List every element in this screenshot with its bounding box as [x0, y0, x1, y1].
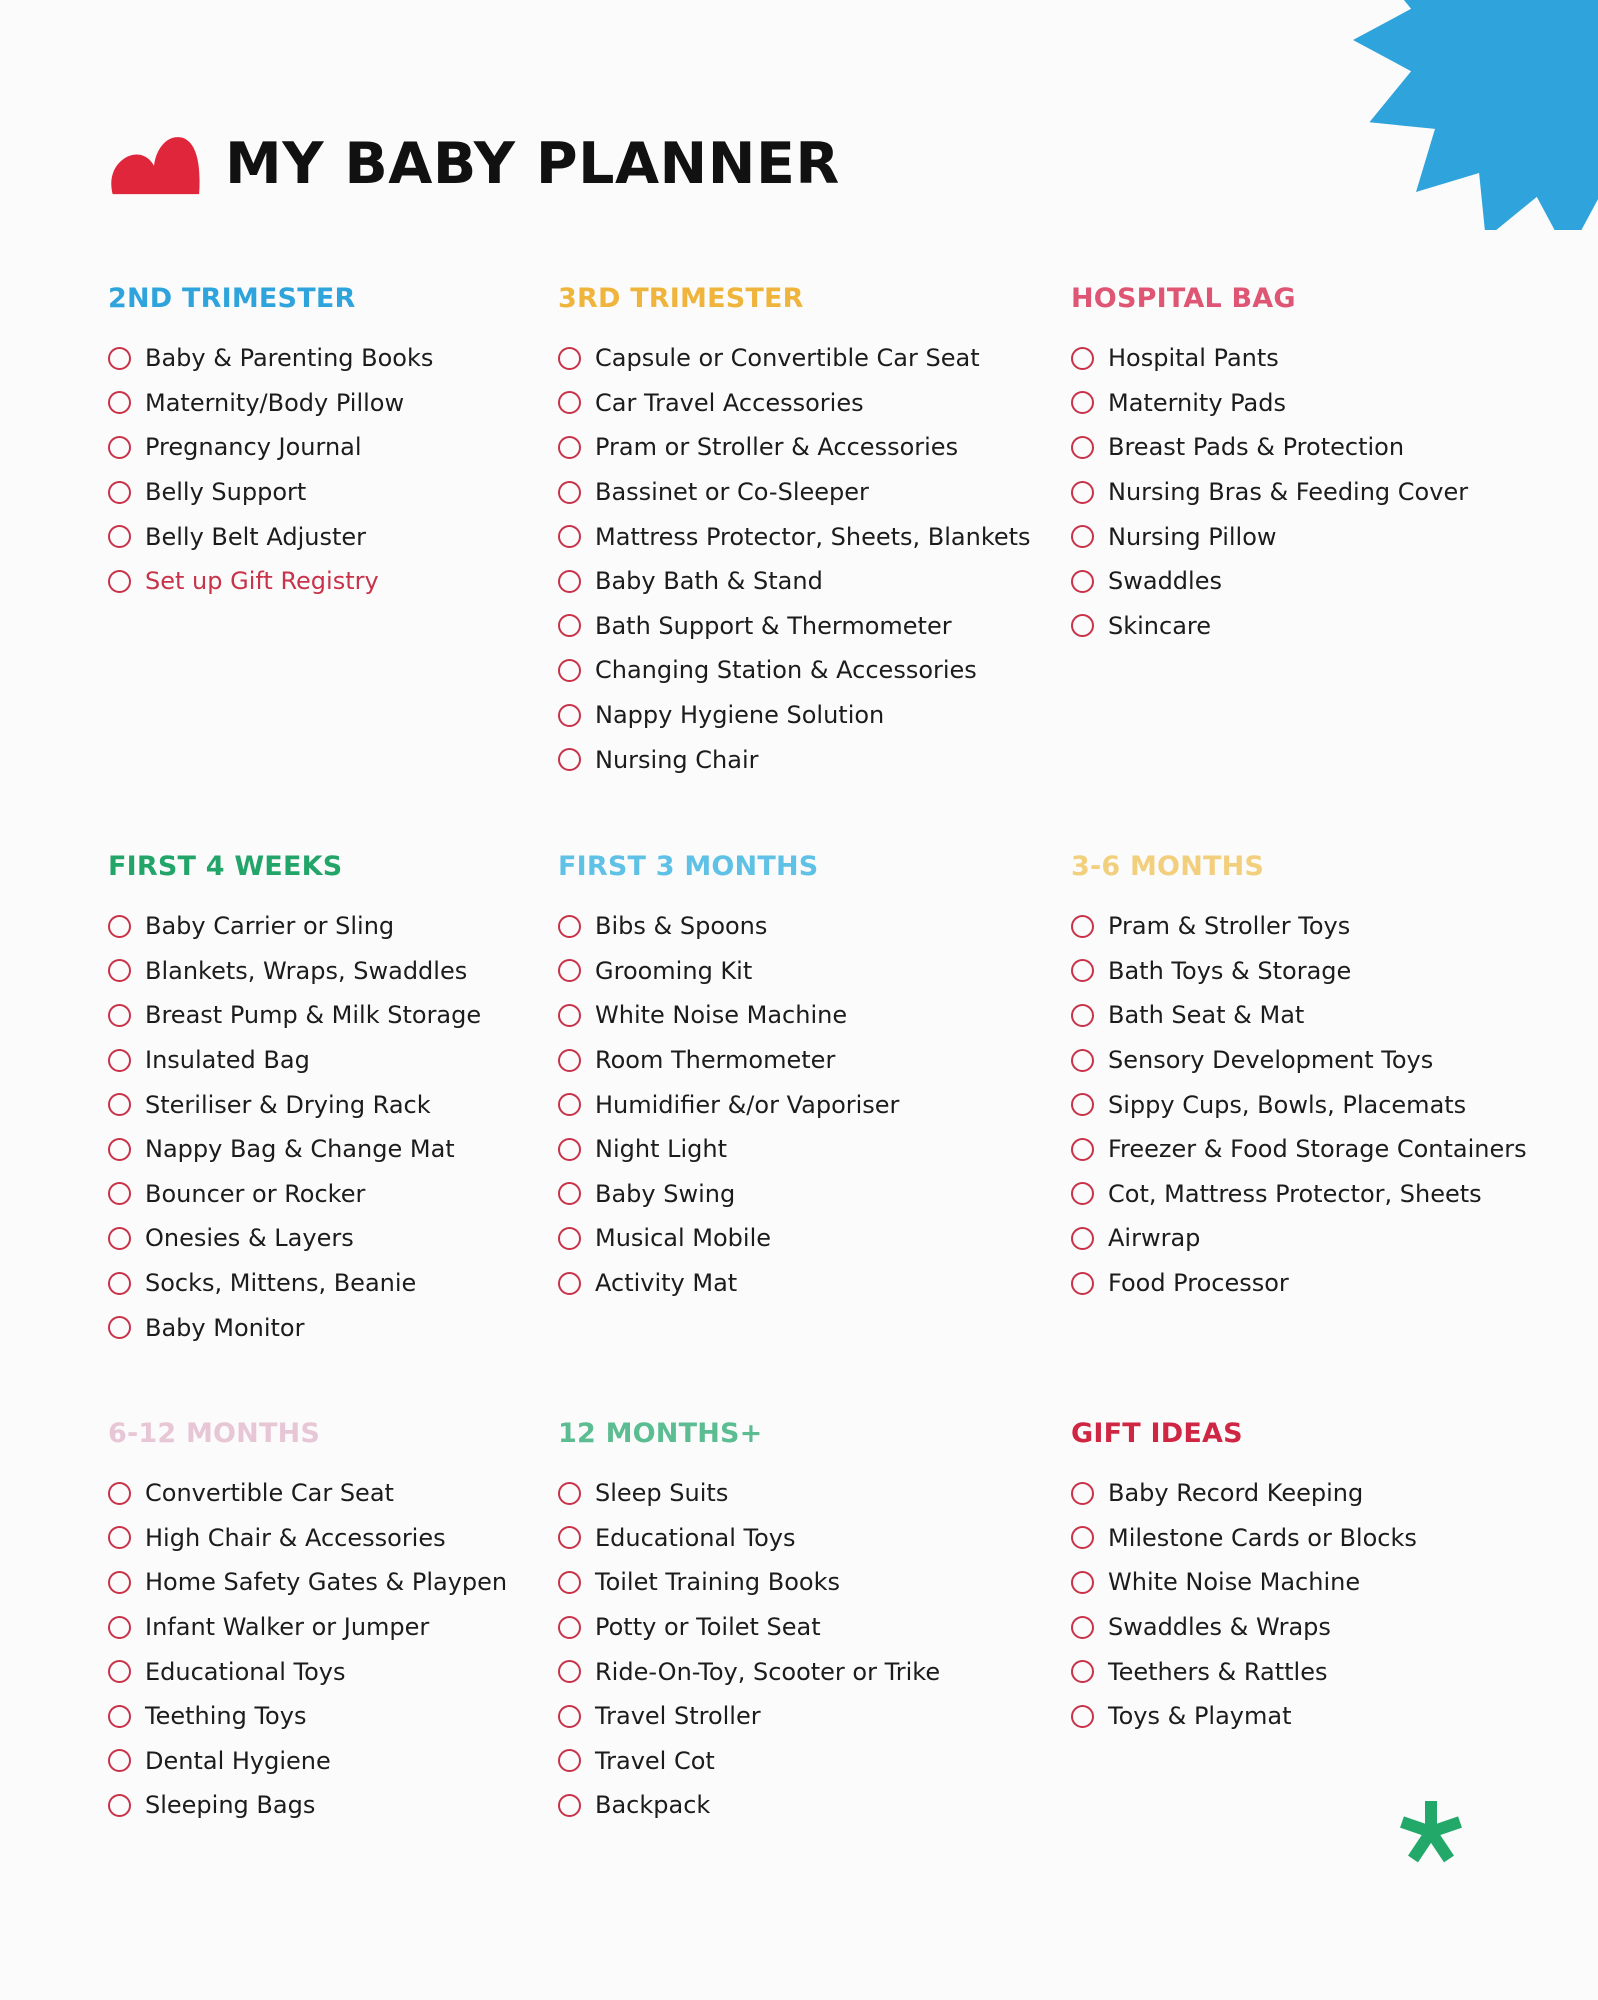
checklist-item[interactable] [1071, 381, 1571, 426]
checklist-item[interactable] [108, 1560, 608, 1605]
checklist-item-label: Bath Support & Thermometer [595, 611, 952, 640]
checkbox-circle-icon[interactable] [558, 1705, 581, 1728]
checklist-item[interactable] [108, 381, 608, 426]
checkbox-circle-icon[interactable] [558, 1482, 581, 1505]
checkbox-circle-icon[interactable] [558, 1749, 581, 1772]
checklist-item-label: Changing Station & Accessories [595, 656, 977, 685]
section-3rd-trimester [558, 283, 1058, 782]
checklist-item[interactable] [558, 949, 1058, 994]
checklist-item[interactable] [108, 1471, 608, 1516]
checklist-item[interactable] [108, 559, 608, 604]
checklist-item-label: Toilet Training Books [595, 1568, 840, 1597]
checklist-item[interactable] [1071, 1127, 1571, 1172]
checklist-item-label: Teething Toys [145, 1702, 307, 1731]
checkbox-circle-icon[interactable] [1071, 1571, 1094, 1594]
checkbox-circle-icon[interactable] [108, 1794, 131, 1817]
section-first-3-months [558, 851, 1058, 1305]
checklist-item-label: Toys & Playmat [1108, 1702, 1292, 1731]
checklist-item-label: Baby Swing [595, 1179, 736, 1208]
checkbox-circle-icon[interactable] [108, 1526, 131, 1549]
checkbox-circle-icon[interactable] [1071, 1272, 1094, 1295]
checklist-item-label: Baby Monitor [145, 1313, 305, 1342]
checklist-item[interactable] [108, 514, 608, 559]
checkbox-circle-icon[interactable] [1071, 525, 1094, 548]
checkbox-circle-icon[interactable] [1071, 1049, 1094, 1072]
section-title: GIFT IDEAS [1071, 1418, 1243, 1449]
checklist-item[interactable] [558, 1127, 1058, 1172]
checklist-item-label: Pregnancy Journal [145, 433, 362, 462]
checkbox-circle-icon[interactable] [108, 1004, 131, 1027]
checklist-item-label: Room Thermometer [595, 1046, 836, 1075]
section-12-months- [558, 1418, 1058, 1828]
checklist-item-label: Skincare [1108, 611, 1212, 640]
checklist-item[interactable] [1071, 993, 1571, 1038]
checklist-item[interactable] [108, 1038, 608, 1083]
checklist-item[interactable] [1071, 1649, 1571, 1694]
checklist-item-label: Musical Mobile [595, 1224, 772, 1253]
checklist-item[interactable] [558, 1082, 1058, 1127]
checkbox-circle-icon[interactable] [108, 1182, 131, 1205]
checklist-item-label: Maternity/Body Pillow [145, 388, 405, 417]
checklist-item-label: Bath Toys & Storage [1108, 956, 1352, 985]
checkbox-circle-icon[interactable] [558, 1794, 581, 1817]
checklist-item-label: Breast Pads & Protection [1108, 433, 1405, 462]
checklist-item-label: Educational Toys [595, 1523, 796, 1552]
checkbox-circle-icon[interactable] [1071, 1182, 1094, 1205]
checklist-item[interactable] [558, 604, 1058, 649]
checklist-item-label: Hospital Pants [1108, 344, 1279, 373]
checkbox-circle-icon[interactable] [558, 1227, 581, 1250]
checkbox-circle-icon[interactable] [558, 1004, 581, 1027]
checkbox-circle-icon[interactable] [108, 347, 131, 370]
checklist-item-label: Bouncer or Rocker [145, 1179, 366, 1208]
checkbox-circle-icon[interactable] [108, 1749, 131, 1772]
checklist-item[interactable] [1071, 1082, 1571, 1127]
checkbox-circle-icon[interactable] [108, 525, 131, 548]
checkbox-circle-icon[interactable] [1071, 1004, 1094, 1027]
checklist-item[interactable] [108, 470, 608, 515]
checklist-item[interactable] [558, 336, 1058, 381]
checkbox-circle-icon[interactable] [108, 1660, 131, 1683]
checklist-item-label: Humidifier &/or Vaporiser [595, 1090, 900, 1119]
checklist-item-label: Sleeping Bags [145, 1791, 316, 1820]
heart-icon [107, 128, 201, 200]
checklist-item-label: Swaddles [1108, 567, 1222, 596]
checklist-item[interactable] [108, 425, 608, 470]
checklist-item[interactable] [558, 1216, 1058, 1261]
checkbox-circle-icon[interactable] [558, 570, 581, 593]
checklist-item[interactable] [558, 737, 1058, 782]
section-title: 2ND TRIMESTER [108, 283, 356, 314]
checklist-item[interactable] [108, 1082, 608, 1127]
checkbox-circle-icon[interactable] [108, 915, 131, 938]
checklist-item[interactable] [108, 1516, 608, 1561]
checklist-item-label: Insulated Bag [145, 1046, 310, 1075]
checkbox-circle-icon[interactable] [558, 1272, 581, 1295]
checklist-item[interactable] [558, 993, 1058, 1038]
checkbox-circle-icon[interactable] [558, 1093, 581, 1116]
checklist-item-label: Milestone Cards or Blocks [1108, 1523, 1417, 1552]
checklist-item-label: Ride-On-Toy, Scooter or Trike [595, 1657, 941, 1686]
checkbox-circle-icon[interactable] [108, 959, 131, 982]
checklist-item-label: Set up Gift Registry [145, 567, 379, 596]
checklist-item-label: Convertible Car Seat [145, 1479, 394, 1508]
checklist-item-label: Cot, Mattress Protector, Sheets [1108, 1179, 1482, 1208]
checkbox-circle-icon[interactable] [558, 915, 581, 938]
section-3-6-months [1071, 851, 1571, 1305]
checklist-item[interactable] [558, 1172, 1058, 1217]
checkbox-circle-icon[interactable] [1071, 1093, 1094, 1116]
checklist-item[interactable] [1071, 949, 1571, 994]
checklist-item[interactable] [108, 949, 608, 994]
checklist-item[interactable] [1071, 514, 1571, 559]
checklist-item-label: Travel Stroller [595, 1702, 761, 1731]
checklist-item-label: Sensory Development Toys [1108, 1046, 1434, 1075]
section-first-4-weeks [108, 851, 608, 1350]
checklist-item[interactable] [1071, 1516, 1571, 1561]
section-hospital-bag [1071, 283, 1571, 648]
checklist-item-label: Infant Walker or Jumper [145, 1613, 430, 1642]
checklist-item[interactable] [1071, 904, 1571, 949]
checklist-item-label: Sippy Cups, Bowls, Placemats [1108, 1090, 1467, 1119]
checklist-item[interactable] [558, 559, 1058, 604]
checklist-item-label: Nappy Hygiene Solution [595, 701, 885, 730]
checklist-item[interactable] [558, 1560, 1058, 1605]
checklist-item[interactable] [1071, 1261, 1571, 1306]
checklist-item[interactable] [1071, 425, 1571, 470]
checklist-item[interactable] [558, 1649, 1058, 1694]
checkbox-circle-icon[interactable] [108, 436, 131, 459]
checklist-item[interactable] [1071, 336, 1571, 381]
checklist-item[interactable] [1071, 1216, 1571, 1261]
checklist-item[interactable] [108, 1305, 608, 1350]
checkbox-circle-icon[interactable] [1071, 1227, 1094, 1250]
checkbox-circle-icon[interactable] [558, 1571, 581, 1594]
checkbox-circle-icon[interactable] [558, 1616, 581, 1639]
checkbox-circle-icon[interactable] [108, 1138, 131, 1161]
checklist-item-label: Backpack [595, 1791, 711, 1820]
checkbox-circle-icon[interactable] [1071, 959, 1094, 982]
checkbox-circle-icon[interactable] [108, 1227, 131, 1250]
checklist-item[interactable] [558, 1516, 1058, 1561]
checkbox-circle-icon[interactable] [108, 391, 131, 414]
checkbox-circle-icon[interactable] [108, 1093, 131, 1116]
checklist-item[interactable] [558, 1605, 1058, 1650]
checklist-item-label: Educational Toys [145, 1657, 346, 1686]
checklist-item-label: Nursing Pillow [1108, 522, 1277, 551]
checklist-item-label: Breast Pump & Milk Storage [145, 1001, 482, 1030]
checkbox-circle-icon[interactable] [108, 570, 131, 593]
checklist-item-label: Airwrap [1108, 1224, 1201, 1253]
checklist-item-label: Nursing Chair [595, 745, 759, 774]
checklist-item[interactable] [558, 1038, 1058, 1083]
checklist-item-label: Onesies & Layers [145, 1224, 354, 1253]
checklist-item[interactable] [558, 1261, 1058, 1306]
checklist-item-label: Pram & Stroller Toys [1108, 912, 1351, 941]
checklist-item-label: Grooming Kit [595, 956, 753, 985]
checkbox-circle-icon[interactable] [1071, 1705, 1094, 1728]
checkbox-circle-icon[interactable] [108, 1272, 131, 1295]
checklist-item[interactable] [558, 514, 1058, 559]
checkbox-circle-icon[interactable] [1071, 1482, 1094, 1505]
checklist-item-label: Mattress Protector, Sheets, Blankets [595, 522, 1031, 551]
checkbox-circle-icon[interactable] [108, 1571, 131, 1594]
checklist-item-label: Travel Cot [595, 1746, 715, 1775]
checklist-item-label: Dental Hygiene [145, 1746, 331, 1775]
checkbox-circle-icon[interactable] [558, 704, 581, 727]
checklist-item-label: High Chair & Accessories [145, 1523, 446, 1552]
checklist-item-label: Night Light [595, 1135, 727, 1164]
checklist-item[interactable] [108, 1261, 608, 1306]
checkbox-circle-icon[interactable] [1071, 570, 1094, 593]
checkbox-circle-icon[interactable] [558, 436, 581, 459]
checklist-item[interactable] [1071, 1605, 1571, 1650]
checklist-item[interactable] [1071, 470, 1571, 515]
checkbox-circle-icon[interactable] [1071, 1660, 1094, 1683]
checkbox-circle-icon[interactable] [1071, 614, 1094, 637]
checklist-item-label: Potty or Toilet Seat [595, 1613, 821, 1642]
checklist-item-label: Food Processor [1108, 1269, 1289, 1298]
checklist-item-label: Freezer & Food Storage Containers [1108, 1135, 1527, 1164]
checkbox-circle-icon[interactable] [108, 1705, 131, 1728]
checklist-item[interactable] [1071, 604, 1571, 649]
checklist-item-label: Steriliser & Drying Rack [145, 1090, 431, 1119]
checkbox-circle-icon[interactable] [558, 1182, 581, 1205]
checklist-item[interactable] [108, 1694, 608, 1739]
checkbox-circle-icon[interactable] [558, 525, 581, 548]
checklist-item-label: Nursing Bras & Feeding Cover [1108, 478, 1469, 507]
checklist-item[interactable] [558, 648, 1058, 693]
checklist-item[interactable] [108, 1127, 608, 1172]
checklist-item-label: Baby Record Keeping [1108, 1479, 1364, 1508]
checklist-item-label: Belly Belt Adjuster [145, 522, 366, 551]
checklist-item-label: Teethers & Rattles [1108, 1657, 1328, 1686]
checklist-item-label: Capsule or Convertible Car Seat [595, 344, 980, 373]
checklist-item[interactable] [108, 1605, 608, 1650]
checklist-item-label: Baby & Parenting Books [145, 344, 434, 373]
page-header [107, 128, 840, 200]
checklist-item[interactable] [558, 904, 1058, 949]
checkbox-circle-icon[interactable] [108, 1616, 131, 1639]
section-2nd-trimester [108, 283, 608, 604]
section-gift-ideas [1071, 1418, 1571, 1739]
checklist-item[interactable] [108, 1739, 608, 1784]
checkbox-circle-icon[interactable] [1071, 347, 1094, 370]
starburst-decoration [1338, 0, 1598, 230]
checklist-item-label: Belly Support [145, 478, 307, 507]
checkbox-circle-icon[interactable] [108, 1316, 131, 1339]
checklist-item-label: Activity Mat [595, 1269, 738, 1298]
section-6-12-months [108, 1418, 608, 1828]
section-title: HOSPITAL BAG [1071, 283, 1296, 314]
checklist-item[interactable] [558, 693, 1058, 738]
checklist-item[interactable] [1071, 1471, 1571, 1516]
checklist-item[interactable] [558, 1694, 1058, 1739]
checkbox-circle-icon[interactable] [558, 748, 581, 771]
checkbox-circle-icon[interactable] [558, 391, 581, 414]
checklist-item[interactable] [108, 904, 608, 949]
checklist-item-label: Nappy Bag & Change Mat [145, 1135, 455, 1164]
asterisk-decoration [1396, 1796, 1466, 1866]
checklist-item[interactable] [558, 470, 1058, 515]
section-title: 6-12 MONTHS [108, 1418, 321, 1449]
checklist-item[interactable] [108, 336, 608, 381]
checkbox-circle-icon[interactable] [108, 481, 131, 504]
section-title: FIRST 3 MONTHS [558, 851, 819, 882]
checkbox-circle-icon[interactable] [558, 1660, 581, 1683]
section-title: FIRST 4 WEEKS [108, 851, 343, 882]
checklist-item[interactable] [558, 381, 1058, 426]
checkbox-circle-icon[interactable] [1071, 915, 1094, 938]
checklist-item-label: Maternity Pads [1108, 388, 1286, 417]
checklist-item[interactable] [1071, 559, 1571, 604]
checklist-item[interactable] [108, 1172, 608, 1217]
checklist-item-label: Sleep Suits [595, 1479, 729, 1508]
checkbox-circle-icon[interactable] [558, 659, 581, 682]
checklist-item[interactable] [108, 993, 608, 1038]
checklist-item-label: Swaddles & Wraps [1108, 1613, 1331, 1642]
checkbox-circle-icon[interactable] [1071, 1616, 1094, 1639]
checklist-item[interactable] [558, 1739, 1058, 1784]
checkbox-circle-icon[interactable] [558, 959, 581, 982]
checklist-item[interactable] [1071, 1694, 1571, 1739]
checkbox-circle-icon[interactable] [1071, 481, 1094, 504]
checkbox-circle-icon[interactable] [558, 481, 581, 504]
checkbox-circle-icon[interactable] [1071, 1526, 1094, 1549]
checklist-item[interactable] [558, 1471, 1058, 1516]
checklist-item-label: Baby Carrier or Sling [145, 912, 395, 941]
checklist-item-label: Bassinet or Co-Sleeper [595, 478, 869, 507]
checklist-item[interactable] [1071, 1560, 1571, 1605]
checkbox-circle-icon[interactable] [558, 1049, 581, 1072]
checklist-item-label: Blankets, Wraps, Swaddles [145, 956, 468, 985]
checklist-item-label: Home Safety Gates & Playpen [145, 1568, 508, 1597]
checklist-item[interactable] [558, 425, 1058, 470]
checkbox-circle-icon[interactable] [1071, 1138, 1094, 1161]
checkbox-circle-icon[interactable] [558, 1526, 581, 1549]
checkbox-circle-icon[interactable] [558, 1138, 581, 1161]
checklist-item[interactable] [108, 1649, 608, 1694]
section-title: 3-6 MONTHS [1071, 851, 1265, 882]
section-title: 12 MONTHS+ [558, 1418, 763, 1449]
checklist-item-label: White Noise Machine [595, 1001, 848, 1030]
checklist-item-label: Bath Seat & Mat [1108, 1001, 1305, 1030]
checklist-item[interactable] [1071, 1038, 1571, 1083]
checkbox-circle-icon[interactable] [108, 1482, 131, 1505]
checkbox-circle-icon[interactable] [108, 1049, 131, 1072]
checkbox-circle-icon[interactable] [558, 614, 581, 637]
page-title: MY BABY PLANNER [225, 131, 840, 197]
section-title: 3RD TRIMESTER [558, 283, 804, 314]
checklist-item-label: White Noise Machine [1108, 1568, 1361, 1597]
checkbox-circle-icon[interactable] [1071, 436, 1094, 459]
checklist-item[interactable] [558, 1783, 1058, 1828]
checklist-item-label: Pram or Stroller & Accessories [595, 433, 959, 462]
checklist-item-label: Socks, Mittens, Beanie [145, 1269, 417, 1298]
checklist-item[interactable] [1071, 1172, 1571, 1217]
checklist-item[interactable] [108, 1783, 608, 1828]
checkbox-circle-icon[interactable] [1071, 391, 1094, 414]
checklist-item-label: Bibs & Spoons [595, 912, 768, 941]
checklist-item-label: Car Travel Accessories [595, 388, 864, 417]
checklist-item-label: Baby Bath & Stand [595, 567, 823, 596]
checklist-item[interactable] [108, 1216, 608, 1261]
checkbox-circle-icon[interactable] [558, 347, 581, 370]
